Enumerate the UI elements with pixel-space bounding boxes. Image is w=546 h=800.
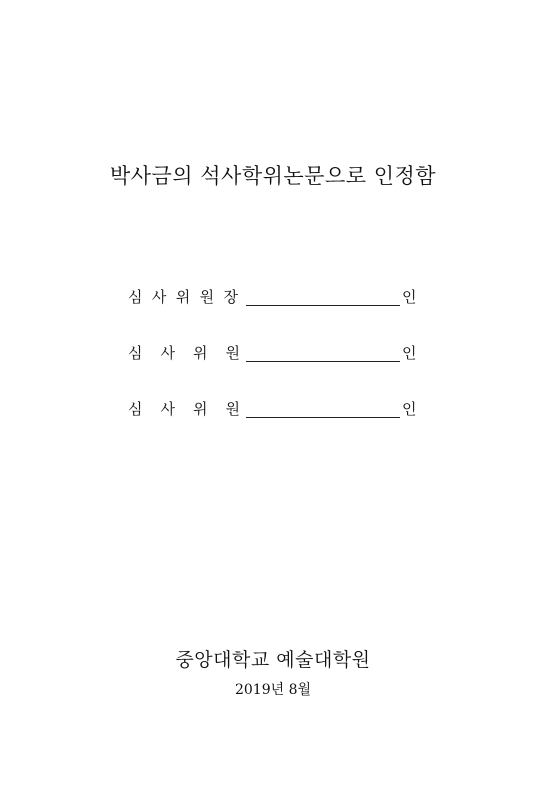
signature-role-member xyxy=(128,398,240,420)
role-char: 심 xyxy=(128,400,143,418)
committee-signatures xyxy=(128,286,428,454)
signature-line xyxy=(246,417,400,418)
role-char: 심 xyxy=(128,344,143,362)
role-char: 심 xyxy=(128,288,143,306)
signature-role-chair xyxy=(128,286,238,308)
role-char: 위 xyxy=(193,400,208,418)
signature-line xyxy=(246,361,400,362)
seal-mark: 인 xyxy=(402,400,417,418)
role-char: 원 xyxy=(225,400,240,418)
institution-name: 중앙대학교 예술대학원 xyxy=(175,649,371,671)
signature-row-member-1 xyxy=(128,342,428,366)
approval-title: 박사금의 석사학위논문으로 인정함 xyxy=(109,164,437,188)
seal-mark: 인 xyxy=(402,288,417,306)
role-char: 원 xyxy=(199,288,215,306)
role-char: 사 xyxy=(160,344,175,362)
role-char: 위 xyxy=(193,344,208,362)
signature-row-member-2 xyxy=(128,398,428,422)
signature-role-member xyxy=(128,342,240,364)
role-char: 원 xyxy=(225,344,240,362)
signature-row-chair xyxy=(128,286,428,310)
seal-mark: 인 xyxy=(402,344,417,362)
signature-line xyxy=(246,305,400,306)
approval-date: 2019년 8월 xyxy=(234,682,312,698)
role-char: 사 xyxy=(151,288,167,306)
role-char: 장 xyxy=(223,288,238,306)
role-char: 위 xyxy=(175,288,191,306)
role-char: 사 xyxy=(160,400,175,418)
